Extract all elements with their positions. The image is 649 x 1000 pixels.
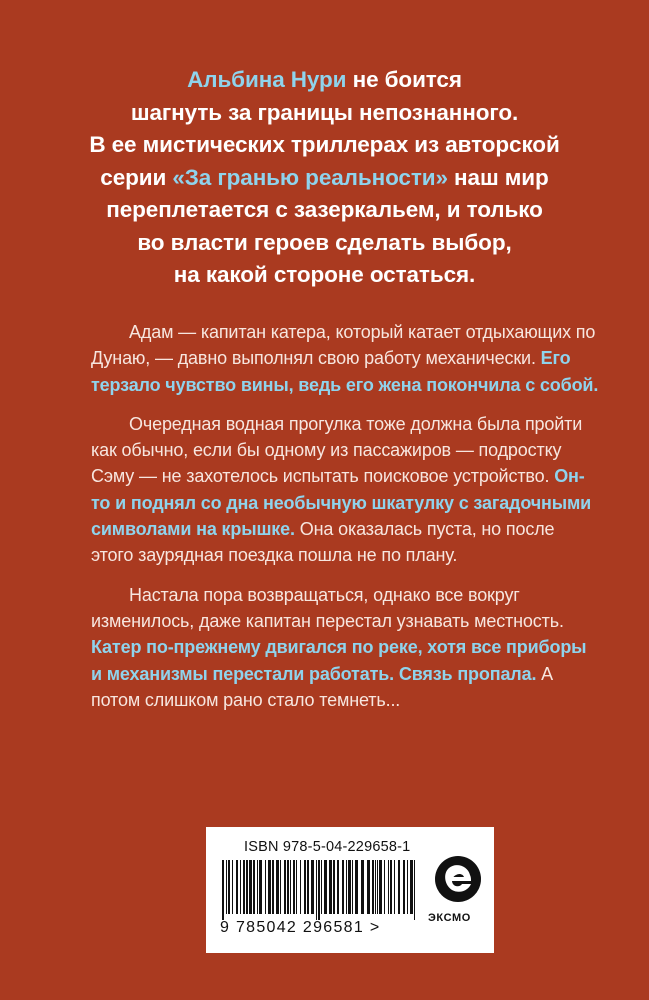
intro-line-4-post: наш мир [447,164,549,190]
barcode-bar [240,860,241,914]
paragraph-highlight: Его терзало чувство вины, ведь его жена покончила с собой. [91,348,599,395]
intro-line-7: на какой стороне остаться. [173,262,476,287]
barcode-bar [253,860,255,914]
barcode-bar [367,860,370,914]
barcode-bar [226,860,227,914]
barcode-bar [361,860,364,914]
barcode-bar [287,860,289,914]
intro-line-2: шагнуть за границы непознанного. [130,99,519,125]
barcode-bar [337,860,339,914]
isbn-label: ISBN 978-5-04-229658-1 [244,839,411,855]
barcode-bar [246,860,248,914]
intro-line-3: В ее мистических триллерах из авторской [89,132,560,157]
barcode-bar [377,860,378,914]
barcode-bar [284,860,286,914]
paragraph-highlight: Катер по-прежнему двигался по реке, хотя все приборы и механизмы перестали работать. Связь пропала. [91,637,587,684]
barcode-bar [293,860,295,914]
series-name: «За гранью реальности» [172,164,448,190]
eksmo-logo-icon [434,855,482,903]
intro-line-5: переплетается с зазеркальем, и только [106,197,543,222]
barcode-bar [236,860,238,914]
publisher-name: ЭКСМО [428,912,471,924]
barcode-bar [352,860,353,914]
paragraph-after: А потом слишком рано стало темнеть... [91,663,554,710]
barcode-bar [342,860,344,914]
barcode-bar [318,860,320,920]
intro-line-4-pre: серии [100,164,173,190]
barcode-bar [316,860,317,920]
barcode-bar [321,860,322,914]
barcode-bar [348,860,351,914]
barcode-bar [379,860,382,914]
barcode-bar [346,860,347,914]
barcode-bar [355,860,358,914]
barcode-bar [403,860,405,914]
barcode-bar [290,860,291,914]
barcode-bar [390,860,392,914]
author-name: Альбина Нури [187,67,347,92]
barcode-bar [268,860,271,914]
barcode-digits: 9 785042 296581 > [220,919,381,936]
barcode-bar [276,860,279,914]
barcode-bar [388,860,389,914]
barcode-bar [407,860,408,914]
barcode-bar [259,860,262,914]
barcode-image [220,860,420,920]
synopsis-paragraph-1 [91,319,601,398]
barcode-bar [265,860,266,914]
barcode-bar [228,860,230,914]
synopsis-paragraph-2 [91,411,601,569]
paragraph-text: Адам — капитан катера, который катает отдыхающих по Дунаю, — давно выполнял свою работу механически. [91,322,596,369]
barcode-bar [307,860,309,914]
barcode-panel [206,827,494,953]
paragraph-text: Настала пора возвращаться, однако все вокруг изменилось, даже капитан перестал узнавать местность. [91,584,564,631]
barcode-bar [414,860,415,920]
author-intro [70,64,579,292]
intro-line-1 [70,64,579,97]
barcode-bar [232,860,233,914]
intro-line-1-rest: не боится [346,67,462,92]
barcode-bar [222,860,224,920]
barcode-bar [324,860,327,914]
synopsis [91,319,601,726]
barcode-bar [410,860,413,914]
barcode-bar [394,860,395,914]
barcode-bar [272,860,274,914]
synopsis-paragraph-3 [91,582,601,713]
barcode-bar [311,860,314,914]
barcode-bar [304,860,306,914]
paragraph-highlight: Он-то и поднял со дна необычную шкатулку с загадочными символами на крышке. [91,466,592,540]
barcode-bar [249,860,252,914]
barcode-bar [375,860,376,914]
barcode-bar [384,860,385,914]
barcode-bar [300,860,301,914]
barcode-bar [257,860,258,914]
barcode-bar [333,860,335,914]
intro-line-6: во власти героев сделать выбор, [137,229,512,255]
barcode-bar [296,860,297,914]
paragraph-after: Она оказалась пуста, но после этого заурядная поездка пошла не по плану. [91,519,555,566]
barcode-bar [243,860,245,914]
barcode-bar [398,860,400,914]
barcode-bar [280,860,281,914]
intro-line-4 [70,162,579,195]
paragraph-text: Очередная водная прогулка тоже должна была пройти как обычно, если бы одному из пассажиров — подростку Сэму — не захотелось испытать поисковое устройство. [91,413,583,487]
barcode-bar [329,860,332,914]
barcode-bar [372,860,374,914]
